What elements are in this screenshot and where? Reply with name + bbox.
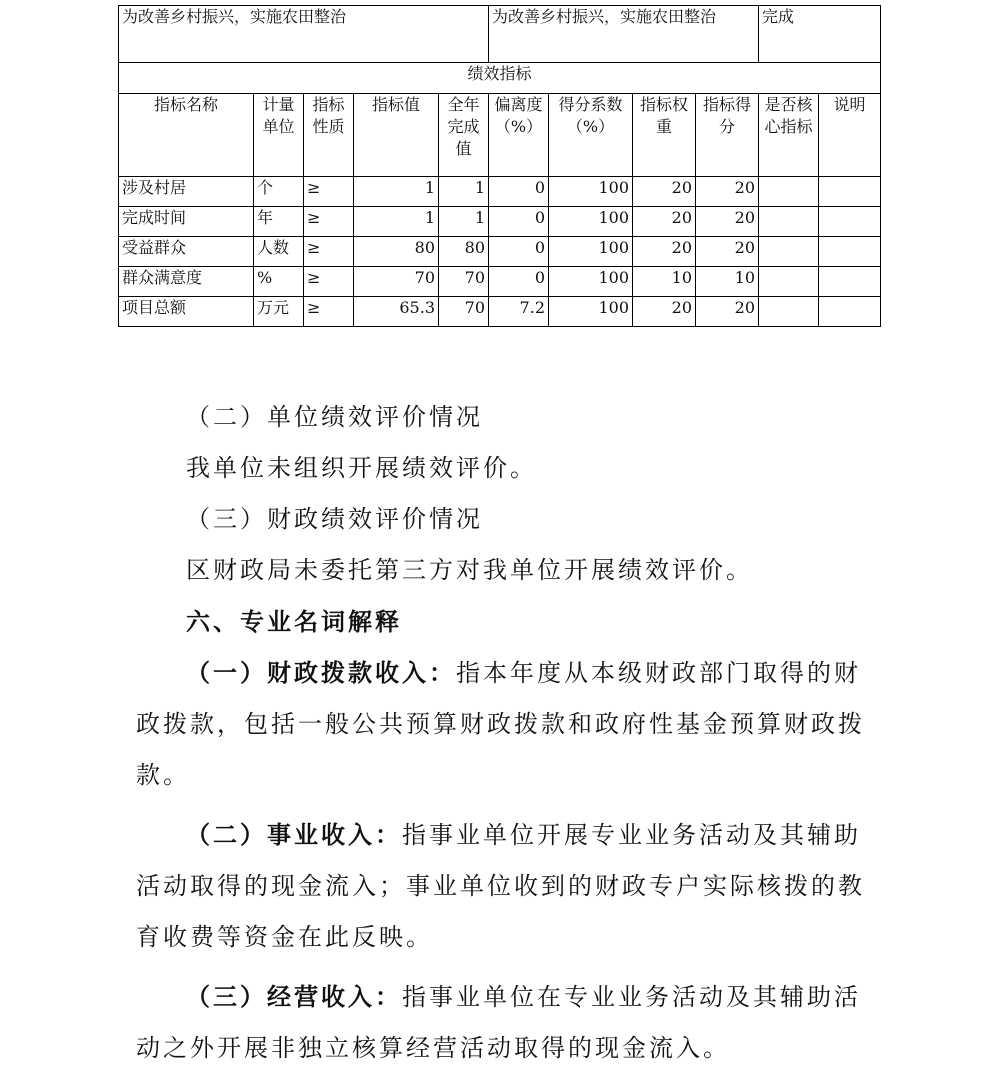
header-line: 全年 (447, 95, 480, 114)
header-line: 指标值 (371, 95, 420, 114)
header-line: 指标权 (639, 95, 688, 114)
goal-cell: 为改善乡村振兴，实施农田整治 (119, 6, 489, 63)
cell-deviation: 0 (489, 267, 549, 297)
table-row (119, 177, 881, 207)
header-cell (759, 94, 819, 177)
cell-unit: 年 (254, 207, 304, 237)
cell-deviation: 7.2 (489, 297, 549, 327)
subsection-3-title: （三）财政绩效评价情况 (186, 505, 483, 533)
header-line: 计量 (262, 95, 295, 114)
cell-coef: 100 (549, 237, 633, 267)
header-line: 完成 (447, 117, 480, 136)
header-cell (489, 94, 549, 177)
cell-score: 10 (696, 267, 759, 297)
header-cell (819, 94, 881, 177)
cell-core (759, 177, 819, 207)
header-line: 指标名称 (153, 95, 218, 114)
cell-name: 受益群众 (119, 237, 254, 267)
cell-target: 65.3 (354, 297, 439, 327)
header-row (119, 94, 881, 177)
cell-name: 完成时间 (119, 207, 254, 237)
header-cell (633, 94, 696, 177)
cell-coef: 100 (549, 177, 633, 207)
section-row (119, 63, 881, 94)
header-line: 值 (455, 139, 472, 158)
term-2 (136, 809, 876, 963)
term-1-label: （一）财政拨款收入： (186, 658, 456, 687)
cell-coef: 100 (549, 207, 633, 237)
header-line: 性质 (312, 117, 345, 136)
cell-name: 涉及村居 (119, 177, 254, 207)
cell-weight: 10 (633, 267, 696, 297)
cell-unit: % (254, 267, 304, 297)
cell-name: 群众满意度 (119, 267, 254, 297)
cell-deviation: 0 (489, 207, 549, 237)
cell-actual: 70 (439, 297, 489, 327)
subsection-3-text: 区财政局未委托第三方对我单位开展绩效评价。 (186, 556, 753, 584)
term-1 (136, 647, 876, 801)
cell-nature: ≥ (304, 237, 354, 267)
table-row (119, 207, 881, 237)
cell-core (759, 297, 819, 327)
cell-deviation: 0 (489, 177, 549, 207)
cell-core (759, 207, 819, 237)
header-cell (439, 94, 489, 177)
header-cell (119, 94, 254, 177)
cell-target: 70 (354, 267, 439, 297)
header-line: 单位 (262, 117, 295, 136)
term-3-desc: 指事业单位在专业业务活动及其辅助活动之外开展非独立核算经营活动取得的现金流入。 (136, 983, 861, 1062)
cell-note (819, 207, 881, 237)
header-cell (304, 94, 354, 177)
term-3-label: （三）经营收入： (186, 982, 402, 1011)
subsection-2-title: （二）单位绩效评价情况 (186, 403, 483, 431)
header-line: 心指标 (764, 117, 813, 136)
header-cell (696, 94, 759, 177)
cell-note (819, 297, 881, 327)
cell-weight: 20 (633, 297, 696, 327)
header-line: 得分系数 (558, 95, 623, 114)
cell-unit: 万元 (254, 297, 304, 327)
document-body (136, 392, 876, 1074)
header-line: 分 (719, 117, 736, 136)
cell-deviation: 0 (489, 237, 549, 267)
cell-score: 20 (696, 177, 759, 207)
header-line: 指标得 (703, 95, 752, 114)
term-3 (136, 971, 876, 1074)
cell-target: 1 (354, 177, 439, 207)
header-cell (354, 94, 439, 177)
cell-name: 项目总额 (119, 297, 254, 327)
table-row (119, 267, 881, 297)
header-line: （%） (494, 117, 543, 136)
cell-note (819, 267, 881, 297)
table-body (119, 177, 881, 327)
goal-row (119, 6, 881, 63)
cell-nature: ≥ (304, 267, 354, 297)
cell-actual: 80 (439, 237, 489, 267)
cell-unit: 个 (254, 177, 304, 207)
header-cell (549, 94, 633, 177)
subsection-2-text: 我单位未组织开展绩效评价。 (186, 454, 537, 482)
table-row (119, 237, 881, 267)
header-line: 重 (655, 117, 672, 136)
cell-nature: ≥ (304, 207, 354, 237)
term-1-desc: 指本年度从本级财政部门取得的财政拨款，包括一般公共预算财政拨款和政府性基金预算财政拨款。 (136, 659, 865, 789)
table-row (119, 297, 881, 327)
cell-coef: 100 (549, 297, 633, 327)
cell-target: 80 (354, 237, 439, 267)
goal-cell: 为改善乡村振兴，实施农田整治 (489, 6, 759, 63)
header-line: 指标 (312, 95, 345, 114)
term-2-desc: 指事业单位开展专业业务活动及其辅助活动取得的现金流入；事业单位收到的财政专户实际核拨的教育收费等资金在此反映。 (136, 821, 865, 951)
cell-actual: 70 (439, 267, 489, 297)
cell-core (759, 267, 819, 297)
cell-score: 20 (696, 297, 759, 327)
cell-actual: 1 (439, 177, 489, 207)
performance-table (118, 5, 881, 327)
header-line: 偏离度 (494, 95, 543, 114)
section-title: 绩效指标 (119, 63, 881, 94)
section-6-title: 六、专业名词解释 (186, 607, 402, 636)
cell-note (819, 237, 881, 267)
cell-coef: 100 (549, 267, 633, 297)
cell-weight: 20 (633, 237, 696, 267)
header-cell (254, 94, 304, 177)
cell-nature: ≥ (304, 297, 354, 327)
header-line: 说明 (833, 95, 866, 114)
cell-core (759, 237, 819, 267)
cell-score: 20 (696, 237, 759, 267)
cell-unit: 人数 (254, 237, 304, 267)
cell-actual: 1 (439, 207, 489, 237)
cell-note (819, 177, 881, 207)
cell-score: 20 (696, 207, 759, 237)
cell-nature: ≥ (304, 177, 354, 207)
cell-target: 1 (354, 207, 439, 237)
cell-weight: 20 (633, 207, 696, 237)
header-line: 是否核 (764, 95, 813, 114)
status-cell: 完成 (759, 6, 881, 63)
header-line: （%） (566, 117, 615, 136)
cell-weight: 20 (633, 177, 696, 207)
term-2-label: （二）事业收入： (186, 820, 402, 849)
